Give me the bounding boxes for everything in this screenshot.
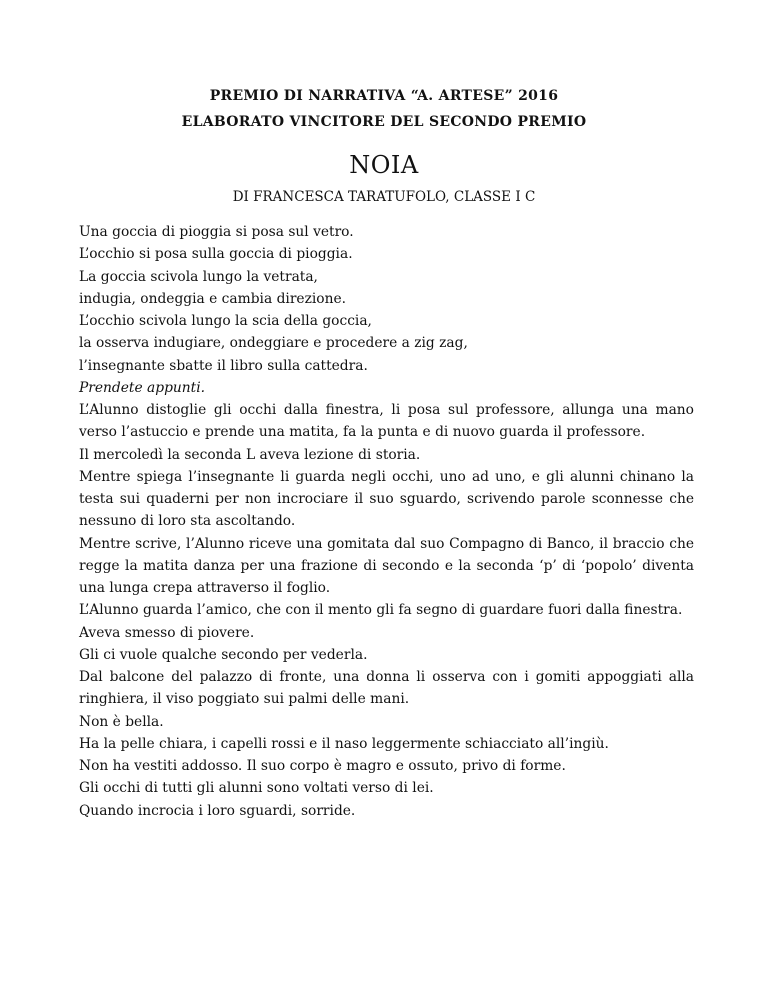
paragraph: Mentre scrive, l’Alunno riceve una gomitata dal suo Compagno di Banco, il braccio che regge la matita danza per una frazione di secondo e la seconda ‘p’ di ‘popolo’ diventa una lunga crepa attraverso il foglio. — [79, 535, 694, 596]
story-body — [79, 221, 694, 822]
paragraph: Dal balcone del palazzo di fronte, una donna li osserva con i gomiti appoggiati alla ringhiera, il viso poggiato sui palmi delle mani. — [79, 669, 694, 708]
award-subtitle: ELABORATO VINCITORE DEL SECONDO PREMIO — [181, 114, 587, 130]
paragraph: Aveva smesso di piovere. — [79, 624, 255, 641]
story-author: DI FRANCESCA TARATUFOLO, CLASSE I C — [232, 189, 536, 205]
paragraph: L’occhio scivola lungo la scia della goccia, — [79, 313, 372, 329]
paragraph: Non ha vestiti addosso. Il suo corpo è magro e ossuto, privo di forme. — [79, 758, 566, 774]
paragraph: L’Alunno distoglie gli occhi dalla finestra, li posa sul professore, allunga una mano verso l’astuccio e prende una matita, fa la punta e di nuovo guarda il professore. — [79, 402, 694, 441]
paragraph: l’insegnante sbatte il libro sulla cattedra. — [79, 357, 368, 374]
paragraph: Quando incrocia i loro sguardi, sorride. — [79, 802, 356, 819]
paragraph: L’occhio si posa sulla goccia di pioggia. — [79, 246, 353, 263]
italic-line: Prendete appunti. — [79, 379, 206, 396]
paragraph: L’Alunno guarda l’amico, che con il mento gli fa segno di guardare fuori dalla finestra. — [79, 602, 683, 619]
competition-title: PREMIO DI NARRATIVA “A. ARTESE” 2016 — [209, 88, 559, 104]
story-title: NOIA — [349, 151, 419, 179]
paragraph: la osserva indugiare, ondeggiare e procedere a zig zag, — [79, 335, 468, 352]
paragraph: Gli occhi di tutti gli alunni sono voltati verso di lei. — [79, 780, 434, 797]
paragraph: Ha la pelle chiara, i capelli rossi e il naso leggermente schiacciato all’ingiù. — [79, 735, 609, 752]
paragraph: Il mercoledì la seconda L aveva lezione di storia. — [79, 446, 421, 463]
paragraph: Mentre spiega l’insegnante li guarda negli occhi, uno ad uno, e gli alunni chinano la testa sui quaderni per non incrociare il suo sguardo, scrivendo parole sconnesse che nessuno di loro sta ascoltando. — [79, 468, 694, 530]
paragraph: Non è bella. — [79, 713, 164, 730]
paragraph: La goccia scivola lungo la vetrata, — [79, 268, 318, 285]
paragraph: indugia, ondeggia e cambia direzione. — [79, 290, 347, 307]
paragraph: Una goccia di pioggia si posa sul vetro. — [79, 224, 354, 240]
paragraph: Gli ci vuole qualche secondo per vederla. — [79, 646, 368, 663]
